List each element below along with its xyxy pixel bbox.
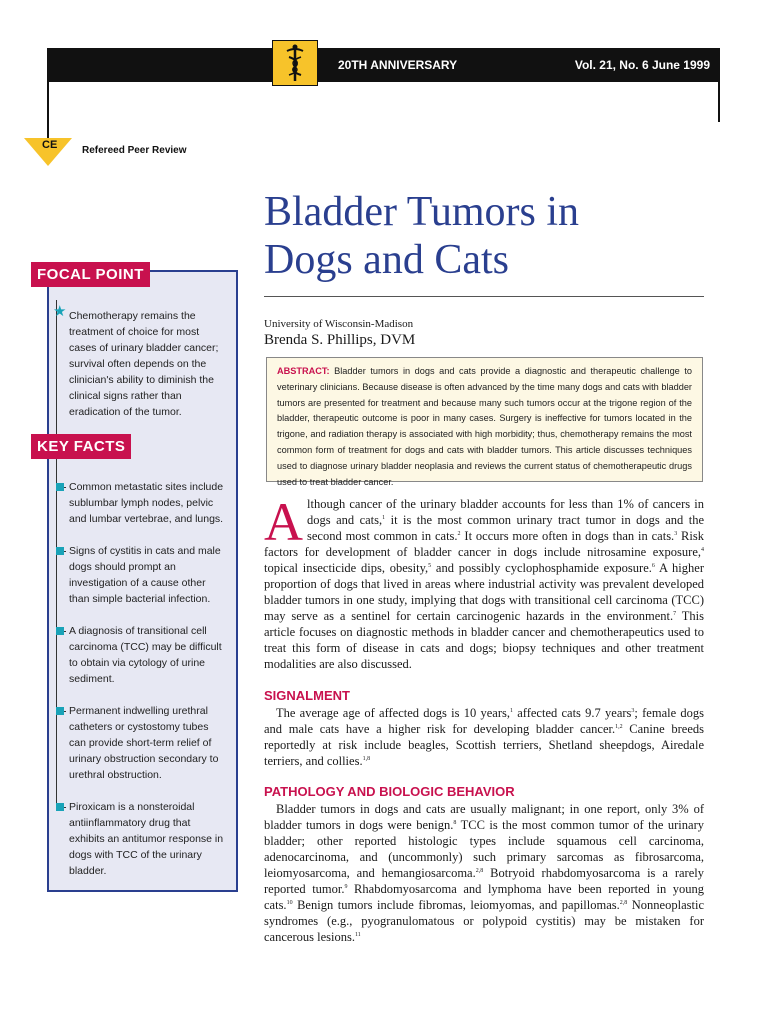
- pathology-paragraph: [264, 801, 704, 945]
- affiliation: University of Wisconsin-Madison: [264, 318, 414, 330]
- signalment-text: affected cats 9.7 years: [512, 706, 632, 720]
- abstract-text: Bladder tumors in dogs and cats provide a diagnostic and therapeutic challenge to veterinary clinicians. Because disease is often advanced by the time many dogs and cats with bladder tumors are presented for treatment and because many such tumors occur at the trigone region of the bladder, therapeutic outcome is poor in many cases. Surgery is ineffective for tumors located in the trigone, and radiation therapy is associated with high morbidity; thus, chemotherapy remains the most common form of treatment for dogs and cats with bladder tumors. This article discusses techniques used to diagnose urinary bladder neoplasia and reviews the current status of chemotherapeutic drugs used to treat bladder cancer.: [277, 366, 692, 487]
- ref: 2,8: [475, 867, 484, 874]
- ref: 4: [701, 546, 704, 553]
- ref: 2: [457, 530, 461, 537]
- signalment-text: Canine breeds reportedly at risk include beagles, Scottish terriers, Shetland sheepdogs, Airedale terriers, and collies.: [264, 722, 704, 768]
- key-facts-header: KEY FACTS: [31, 434, 131, 459]
- square-bullet-icon: [56, 627, 64, 635]
- pathology-text: Benign tumors include fibromas, leiomyomas, and papillomas.: [292, 898, 620, 912]
- section-label: Refereed Peer Review: [82, 145, 187, 156]
- pathology-text: TCC is the most common tumor of the urinary bladder; other reported histologic types include squamous cell carcinoma, adenocarcinoma, and (uncommonly) such primary sarcomas as fibrosarcoma, leiomyosarcoma, and hemangiosarcoma.: [264, 818, 704, 880]
- volume-info: Vol. 21, No. 6 June 1999: [574, 58, 710, 72]
- ref: 9: [344, 883, 348, 890]
- drop-cap: A: [264, 492, 303, 552]
- title-line-2: Dogs and Cats: [264, 237, 509, 283]
- sidebar-rule: [56, 300, 57, 810]
- intro-text: This article focuses on diagnostic methods in bladder cancer and chemotherapeutics used to treat this form of disease in cats and dogs; biopsy techniques and other treatment modalities are also discussed.: [264, 609, 704, 671]
- signalment-text: ; female dogs and male cats have a higher risk for developing bladder cancer.: [264, 706, 705, 736]
- ref: 8: [453, 819, 457, 826]
- intro-paragraph: [264, 492, 704, 672]
- heading-signalment: SIGNALMENT: [264, 688, 350, 703]
- ref: 1,2: [615, 723, 623, 730]
- caduceus-icon: [272, 40, 318, 86]
- key-fact-5: Piroxicam is a nonsteroidal antiinflammatory drug that exhibits an antitumor response in dogs with TCC of the urinary bladder.: [69, 801, 224, 877]
- frame-right-rule: [718, 82, 720, 122]
- square-bullet-icon: [56, 707, 64, 715]
- ref: 11: [354, 931, 361, 938]
- title-divider: [264, 296, 704, 297]
- square-bullet-icon: [56, 547, 64, 555]
- intro-text: it is the most common urinary tract tumor in dogs and the second most common in cats.: [307, 513, 704, 543]
- ref: 3: [674, 530, 678, 537]
- heading-pathology: PATHOLOGY AND BIOLOGIC BEHAVIOR: [264, 784, 515, 799]
- title-line-1: Bladder Tumors in: [264, 189, 580, 235]
- star-icon: ★: [53, 302, 67, 320]
- abstract-label: ABSTRACT:: [277, 366, 330, 376]
- intro-text: and possibly cyclophosphamide exposure.: [431, 561, 652, 575]
- ref: 6: [651, 562, 655, 569]
- pathology-text: Bladder tumors in dogs and cats are usually malignant; in one report, only 3% of bladder tumors in dogs were benign.: [264, 802, 704, 832]
- ce-badge: CE: [42, 139, 58, 151]
- article-title: [264, 188, 704, 284]
- signalment-text: The average age of affected dogs is 10 years,: [276, 706, 510, 720]
- square-bullet-icon: [56, 803, 64, 811]
- square-bullet-icon: [56, 483, 64, 491]
- ref: 2,8: [619, 899, 628, 906]
- key-fact-3: A diagnosis of transitional cell carcinoma (TCC) may be difficult to obtain via cytology of urine sediment.: [69, 625, 222, 685]
- ref: 1: [509, 707, 513, 714]
- ref: 1: [382, 514, 386, 521]
- intro-text: topical insecticide dips, obesity,: [264, 561, 429, 575]
- key-fact-1: Common metastatic sites include sublumbar lymph nodes, pelvic and lumbar vertebrae, and lungs.: [69, 481, 224, 525]
- anniversary-label: 20TH ANNIVERSARY: [338, 58, 458, 72]
- intro-text: It occurs more often in dogs than in cats.: [460, 529, 675, 543]
- focal-point-header: FOCAL POINT: [31, 262, 150, 287]
- intro-text: lthough cancer of the urinary bladder accounts for less than 1% of cancers in dogs and cats,: [307, 497, 704, 527]
- key-fact-2: Signs of cystitis in cats and male dogs should prompt an investigation of a cause other than simple bacterial infection.: [69, 545, 221, 605]
- focal-point-text: Chemotherapy remains the treatment of choice for most cases of urinary bladder cancer; survival often depends on the clinician's ability to diminish the clinical signs rather than eradication of the tumor.: [69, 310, 219, 418]
- intro-text: Risk factors for development of bladder cancer in dogs include nitrosamine exposure,: [264, 529, 704, 559]
- ref: 3: [631, 707, 635, 714]
- ref: 5: [428, 562, 432, 569]
- ref: 1,8: [362, 755, 371, 762]
- ref: 10: [286, 899, 293, 906]
- abstract-box: [266, 357, 703, 487]
- intro-text: A higher proportion of dogs that lived in areas where industrial activity was prevalent developed bladder tumors in one study, implying that dogs with transitional cell carcinoma (TCC) may serve as a sentinel for certain carcinogenic hazards in the environment.: [264, 561, 704, 623]
- key-fact-4: Permanent indwelling urethral catheters or cystostomy tubes can provide short-term relief of urinary obstruction secondary to urethral obstruction.: [69, 705, 219, 781]
- signalment-paragraph: [264, 705, 704, 769]
- pathology-text: Nonneoplastic syndromes (e.g., pyogranulomatous or polypoid cystitis) may be mistaken for cancerous lesions.: [264, 898, 704, 944]
- pathology-text: Rhabdomyosarcoma and lymphoma have been reported in young cats.: [264, 882, 704, 912]
- ref: 7: [673, 610, 677, 617]
- author: Brenda S. Phillips, DVM: [264, 332, 416, 348]
- pathology-text: Botryoid rhabdomyosarcoma is a rarely reported tumor.: [264, 866, 704, 896]
